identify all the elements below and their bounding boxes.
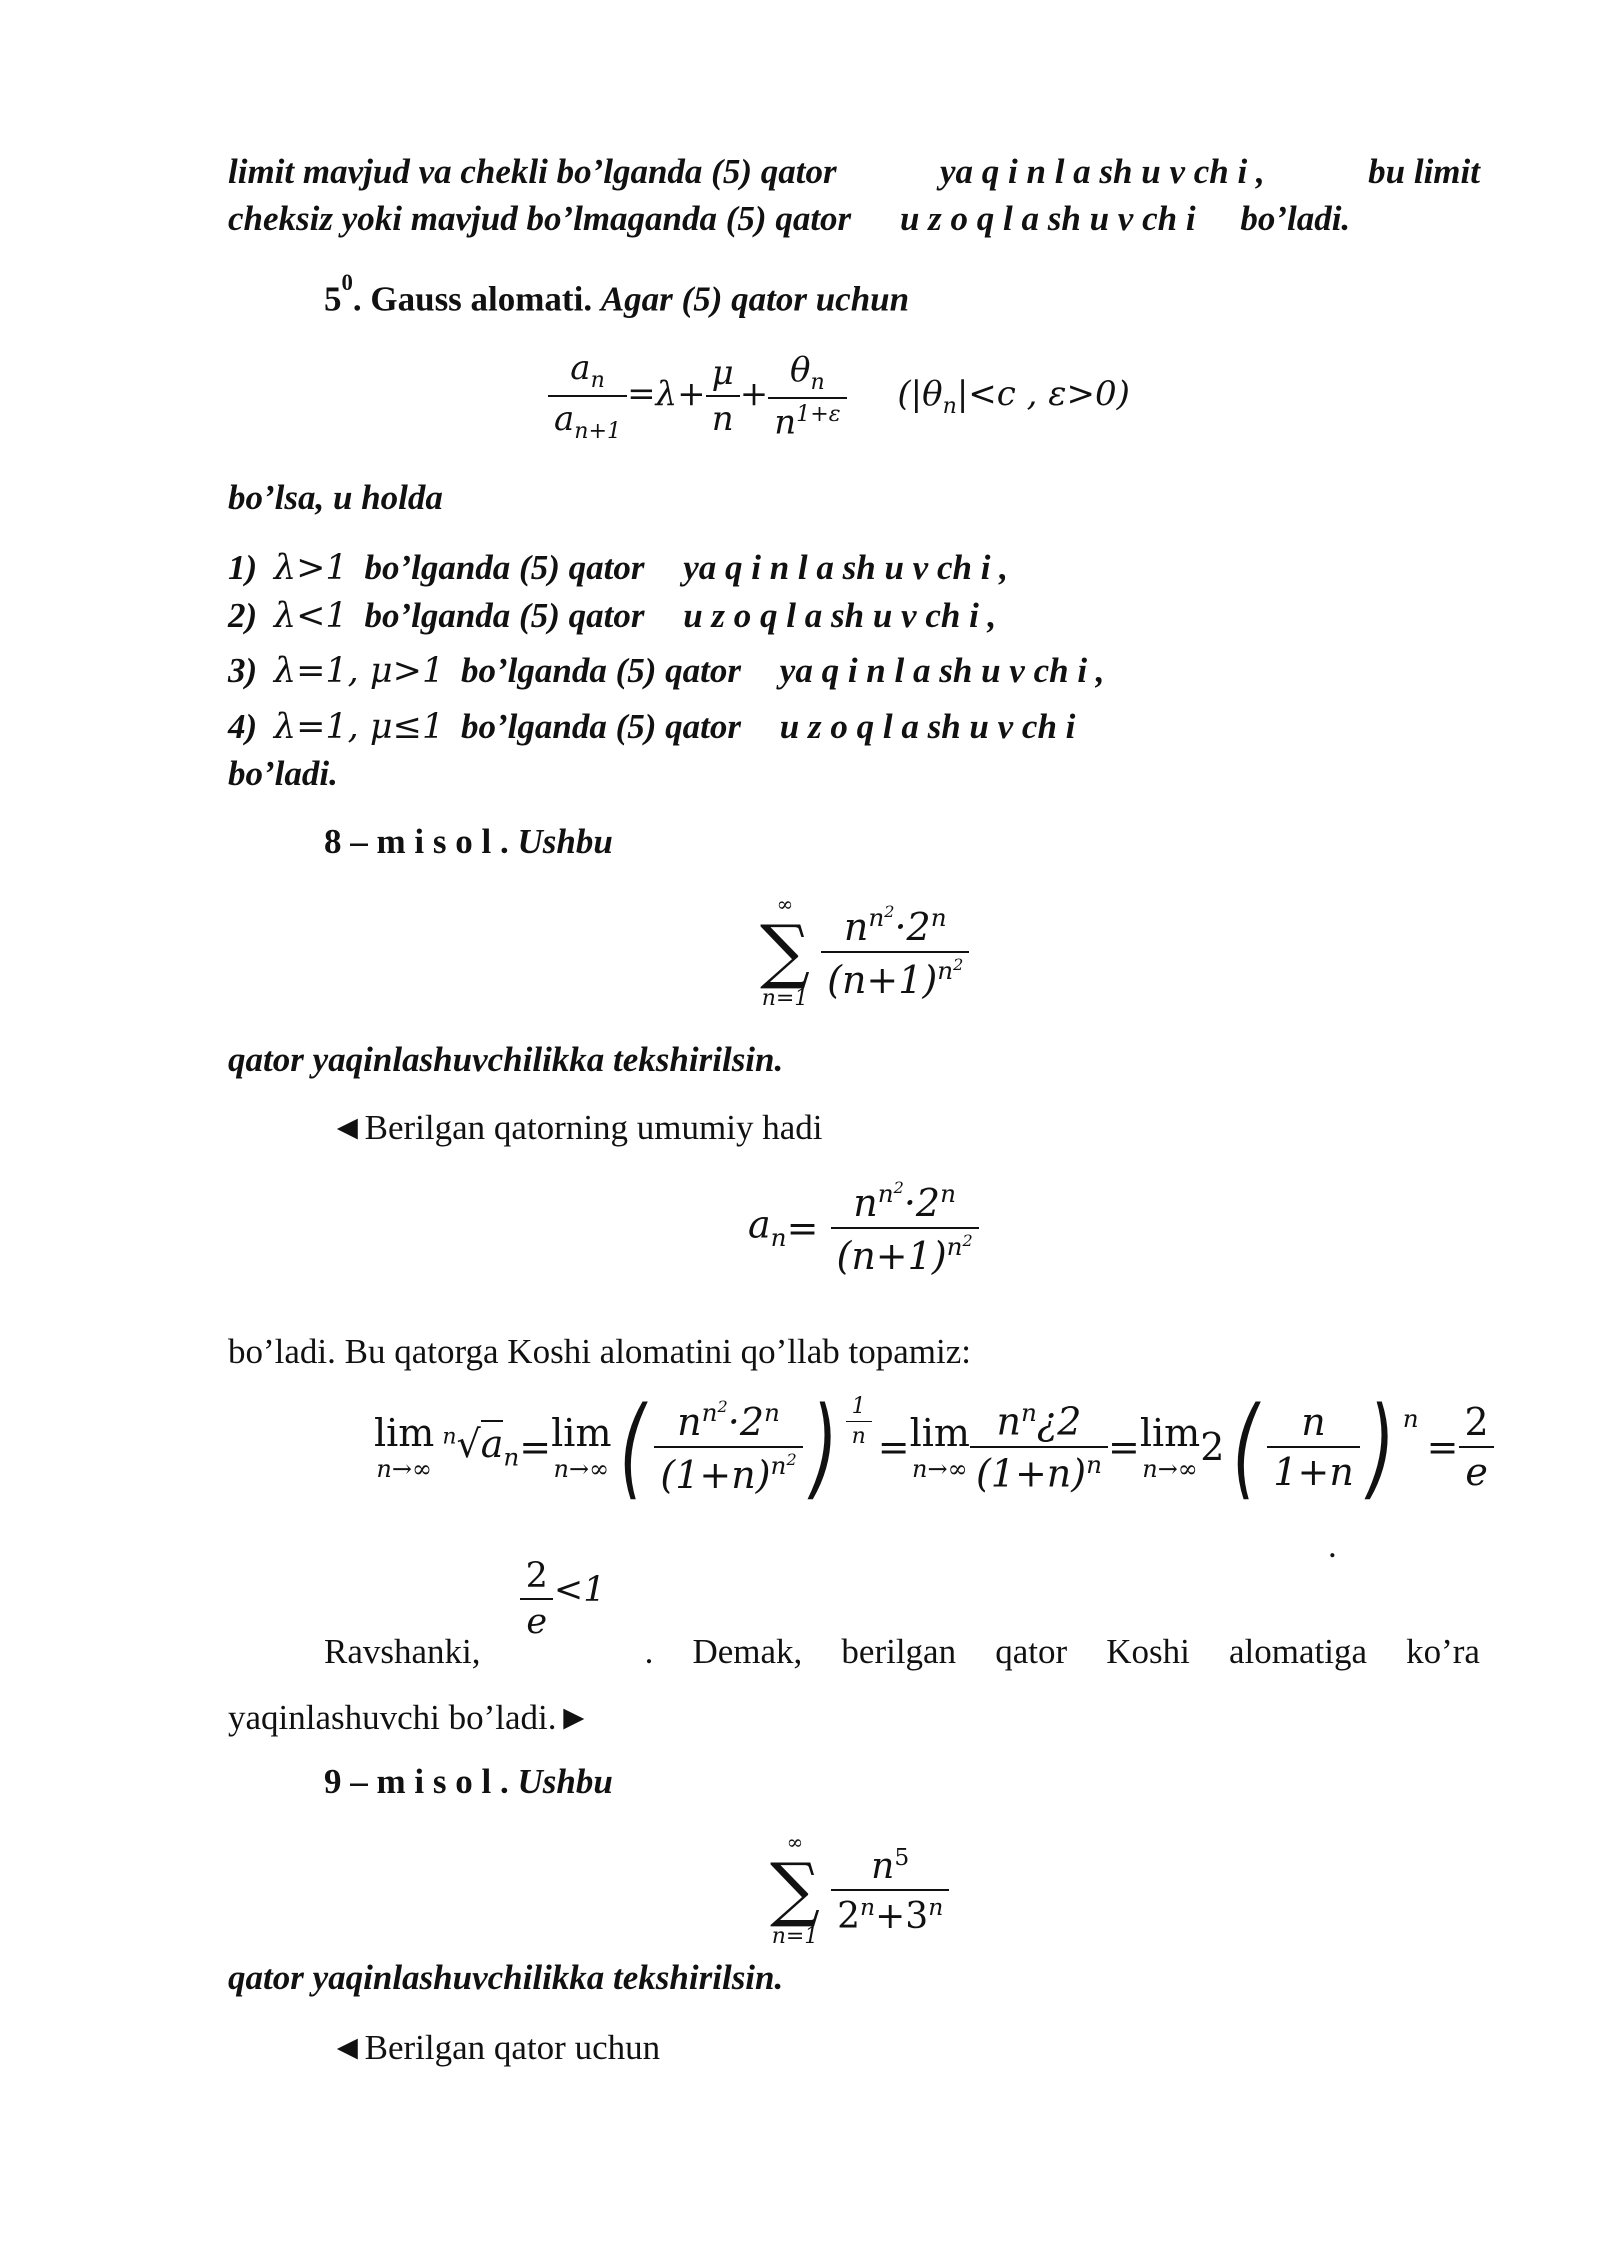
text-span: bo’lganda (5) qator bbox=[461, 651, 742, 690]
symbol: a bbox=[748, 1202, 771, 1247]
text-span: Demak, bbox=[692, 1632, 803, 1671]
subscript: n+1 bbox=[574, 417, 622, 444]
text-span: (|θ bbox=[897, 373, 943, 414]
symbol: 2 bbox=[1464, 1400, 1489, 1444]
symbol: n bbox=[871, 1845, 895, 1887]
sum-lower: n=1 bbox=[761, 986, 809, 1011]
superscript: 5 bbox=[894, 1842, 910, 1871]
symbol: n bbox=[996, 1400, 1021, 1444]
text-span: |<c , ε>0) bbox=[956, 373, 1130, 414]
text-span: Agar (5) qator uchun bbox=[600, 279, 910, 319]
symbol: a bbox=[480, 1422, 504, 1467]
case-condition: λ=1, μ≤1 bbox=[273, 707, 445, 747]
right-paren-icon: ) bbox=[811, 1383, 838, 1511]
fraction bbox=[520, 1556, 554, 1642]
limit-formula bbox=[374, 1383, 1495, 1511]
text-span: bo’ladi. bbox=[1240, 199, 1351, 238]
operator: + bbox=[739, 373, 769, 414]
limit-operator bbox=[551, 1411, 611, 1483]
paragraph-line: qator yaqinlashuvchilikka tekshirilsin. bbox=[228, 1040, 784, 1079]
operator: = bbox=[519, 1425, 552, 1469]
gauss-formula bbox=[548, 348, 1130, 444]
text-span: . bbox=[644, 1632, 654, 1671]
series-formula bbox=[770, 1830, 949, 1949]
lim-subscript: n→∞ bbox=[376, 1455, 432, 1483]
case-condition: λ=1, μ>1 bbox=[273, 651, 445, 691]
text-span: qator bbox=[995, 1632, 1068, 1671]
symbol: n bbox=[853, 1180, 878, 1225]
symbol: ·2 bbox=[894, 904, 931, 949]
case-number: 4) bbox=[228, 707, 258, 746]
case-condition: λ<1 bbox=[273, 596, 348, 636]
limit-operator bbox=[374, 1411, 434, 1483]
case-item bbox=[228, 651, 1105, 691]
fraction bbox=[831, 1843, 949, 1937]
subscript: n bbox=[503, 1442, 520, 1472]
superscript: n bbox=[1402, 1404, 1419, 1433]
text-span: Ushbu bbox=[517, 822, 613, 861]
example-heading bbox=[324, 822, 613, 862]
paragraph-line: bo’lsa, u holda bbox=[228, 478, 443, 517]
sum-upper: ∞ bbox=[786, 1830, 804, 1854]
symbol: n bbox=[706, 395, 740, 439]
symbol: +3 bbox=[875, 1895, 929, 1937]
paragraph-line: qator yaqinlashuvchilikka tekshirilsin. bbox=[228, 1958, 784, 1997]
symbol: (n+1) bbox=[827, 957, 938, 1002]
example-title: 8 – m i s o l . bbox=[324, 822, 509, 861]
superscript: n bbox=[770, 1451, 787, 1481]
sigma-icon: ∑ bbox=[770, 1848, 820, 1930]
superscript: n bbox=[1086, 1450, 1102, 1479]
superscript: n bbox=[764, 1398, 780, 1428]
text-span: Ravshanki, bbox=[324, 1632, 481, 1671]
symbol: 1+n bbox=[1267, 1446, 1360, 1494]
symbol: 1 bbox=[851, 1394, 866, 1419]
symbol: a bbox=[554, 398, 575, 439]
emphasized-term: ya q i n l a sh u v ch i , bbox=[683, 548, 1008, 587]
text-span: limit mavjud va chekli bo’lganda (5) qator bbox=[228, 152, 837, 191]
symbol: (1+n) bbox=[975, 1451, 1087, 1496]
lim-word: lim bbox=[909, 1411, 970, 1455]
subscript: n bbox=[770, 1222, 787, 1252]
fraction bbox=[831, 1178, 979, 1278]
fraction bbox=[1458, 1400, 1494, 1494]
exponent-fraction bbox=[846, 1394, 872, 1449]
fraction bbox=[654, 1397, 802, 1497]
symbol: μ bbox=[711, 352, 734, 393]
left-paren-icon: ( bbox=[620, 1383, 646, 1511]
superscript: n bbox=[1020, 1398, 1037, 1428]
fraction bbox=[706, 353, 740, 439]
symbol: 2 bbox=[525, 1556, 548, 1596]
symbol: n bbox=[774, 401, 797, 442]
case-number: 3) bbox=[228, 651, 258, 690]
superscript: 2 bbox=[786, 1450, 797, 1469]
symbol: n bbox=[677, 1400, 702, 1444]
radical-icon: √ bbox=[456, 1422, 481, 1467]
superscript: n bbox=[860, 1892, 876, 1921]
superscript: 2 bbox=[953, 954, 964, 974]
section-number: 5 bbox=[324, 279, 342, 319]
symbol: n bbox=[843, 904, 869, 949]
emphasized-term: ya q i n l a sh u v ch i , bbox=[939, 152, 1265, 191]
degree-sup: 0 bbox=[341, 270, 353, 295]
paragraph-line bbox=[228, 152, 1480, 192]
lim-subscript: n→∞ bbox=[553, 1455, 610, 1483]
superscript: n bbox=[928, 1892, 944, 1921]
symbol: n bbox=[1301, 1400, 1326, 1444]
text-span: bu limit bbox=[1368, 152, 1480, 191]
symbol: e bbox=[520, 1598, 553, 1642]
operator: = bbox=[786, 1205, 819, 1250]
symbol: e bbox=[1459, 1446, 1494, 1494]
case-condition: λ>1 bbox=[273, 548, 348, 588]
limit-operator bbox=[910, 1411, 970, 1483]
lim-subscript: n→∞ bbox=[1142, 1455, 1198, 1483]
sum-operator bbox=[760, 892, 810, 1011]
lim-word: lim bbox=[551, 1411, 612, 1455]
text-span: Koshi bbox=[1106, 1632, 1190, 1671]
text-span: bo’lganda (5) qator bbox=[364, 596, 645, 635]
symbol: θ bbox=[790, 349, 811, 390]
case-item bbox=[228, 548, 1008, 588]
fraction bbox=[970, 1398, 1108, 1495]
subscript: n bbox=[590, 366, 605, 393]
trailing-dot: . bbox=[1328, 1526, 1337, 1565]
paragraph-line: yaqinlashuvchi bo’ladi.► bbox=[228, 1698, 592, 1737]
sum-upper: ∞ bbox=[776, 892, 794, 916]
subscript: n bbox=[810, 368, 825, 395]
section-heading bbox=[324, 270, 910, 320]
text-span: ko’ra bbox=[1406, 1632, 1480, 1671]
lim-word: lim bbox=[1139, 1411, 1201, 1455]
sigma-icon: ∑ bbox=[760, 910, 810, 992]
example-title: 9 – m i s o l . bbox=[324, 1762, 509, 1801]
text-span: bo’lganda (5) qator bbox=[461, 707, 742, 746]
example-heading bbox=[324, 1762, 613, 1802]
operator: = bbox=[1108, 1425, 1140, 1469]
emphasized-term: u z o q l a sh u v ch i bbox=[779, 707, 1076, 746]
superscript: 2 bbox=[884, 901, 895, 921]
symbol: ¿2 bbox=[1036, 1400, 1082, 1444]
paragraph-line bbox=[324, 1556, 1480, 1672]
subscript: n bbox=[942, 392, 957, 419]
series-formula bbox=[760, 892, 969, 1011]
emphasized-term: u z o q l a sh u v ch i , bbox=[683, 596, 997, 635]
nth-root bbox=[442, 1422, 519, 1472]
emphasized-term: u z o q l a sh u v ch i bbox=[899, 199, 1196, 238]
condition bbox=[897, 373, 1130, 419]
left-paren-icon: ( bbox=[1232, 1383, 1259, 1511]
superscript: n bbox=[937, 955, 954, 985]
superscript: n bbox=[940, 1179, 957, 1209]
symbol: (n+1) bbox=[836, 1233, 947, 1278]
symbol: a bbox=[570, 348, 591, 388]
superscript: 2 bbox=[893, 1178, 904, 1197]
operator: =λ+ bbox=[627, 373, 706, 414]
operator: = bbox=[877, 1425, 910, 1469]
lim-word: lim bbox=[374, 1411, 435, 1455]
paragraph-line: ◄Berilgan qatorning umumiy hadi bbox=[330, 1108, 823, 1147]
superscript: n bbox=[946, 1232, 963, 1262]
fraction bbox=[821, 902, 969, 1002]
limit-operator bbox=[1140, 1411, 1200, 1483]
case-number: 1) bbox=[228, 548, 258, 587]
fraction bbox=[768, 350, 846, 442]
paragraph-line: bo’ladi. Bu qatorga Koshi alomatini qo’llab topamiz: bbox=[228, 1332, 971, 1371]
case-item bbox=[228, 707, 1075, 747]
superscript: 1+ε bbox=[796, 400, 841, 427]
right-paren-icon: ) bbox=[1368, 1383, 1395, 1511]
fraction bbox=[1267, 1400, 1360, 1494]
inline-formula bbox=[520, 1556, 606, 1642]
symbol: 2 bbox=[837, 1895, 861, 1937]
fraction bbox=[548, 348, 627, 444]
text-span: cheksiz yoki mavjud bo’lmaganda (5) qator bbox=[228, 199, 852, 238]
superscript: 2 bbox=[962, 1230, 973, 1250]
case-number: 2) bbox=[228, 596, 258, 635]
section-title: . Gauss alomati. bbox=[352, 279, 593, 319]
text-span: bo’lganda (5) qator bbox=[364, 548, 645, 587]
emphasized-term: ya q i n l a sh u v ch i , bbox=[779, 651, 1105, 690]
symbol: ·2 bbox=[727, 1400, 765, 1444]
symbol: (1+n) bbox=[660, 1452, 771, 1497]
superscript: n bbox=[930, 902, 947, 932]
sum-lower: n=1 bbox=[771, 1924, 819, 1949]
paragraph-line: bo’ladi. bbox=[228, 754, 338, 793]
sum-operator bbox=[770, 1830, 820, 1949]
general-term-formula bbox=[748, 1178, 979, 1278]
symbol: ·2 bbox=[903, 1180, 941, 1225]
symbol: 2 bbox=[1200, 1425, 1225, 1469]
paragraph-line: ◄Berilgan qator uchun bbox=[330, 2028, 661, 2067]
lim-subscript: n→∞ bbox=[912, 1455, 968, 1483]
superscript: 2 bbox=[717, 1397, 728, 1417]
case-item bbox=[228, 596, 996, 636]
operator: = bbox=[1426, 1425, 1459, 1469]
text-span: alomatiga bbox=[1228, 1632, 1367, 1671]
operator: <1 bbox=[553, 1570, 606, 1610]
text-span: berilgan bbox=[841, 1632, 957, 1671]
superscript: n bbox=[877, 1179, 894, 1209]
superscript: n bbox=[868, 902, 885, 932]
text-span: Ushbu bbox=[517, 1762, 613, 1801]
symbol: n bbox=[846, 1421, 872, 1449]
root-index: n bbox=[442, 1424, 457, 1450]
paragraph-line bbox=[228, 199, 1350, 239]
superscript: n bbox=[701, 1398, 718, 1428]
